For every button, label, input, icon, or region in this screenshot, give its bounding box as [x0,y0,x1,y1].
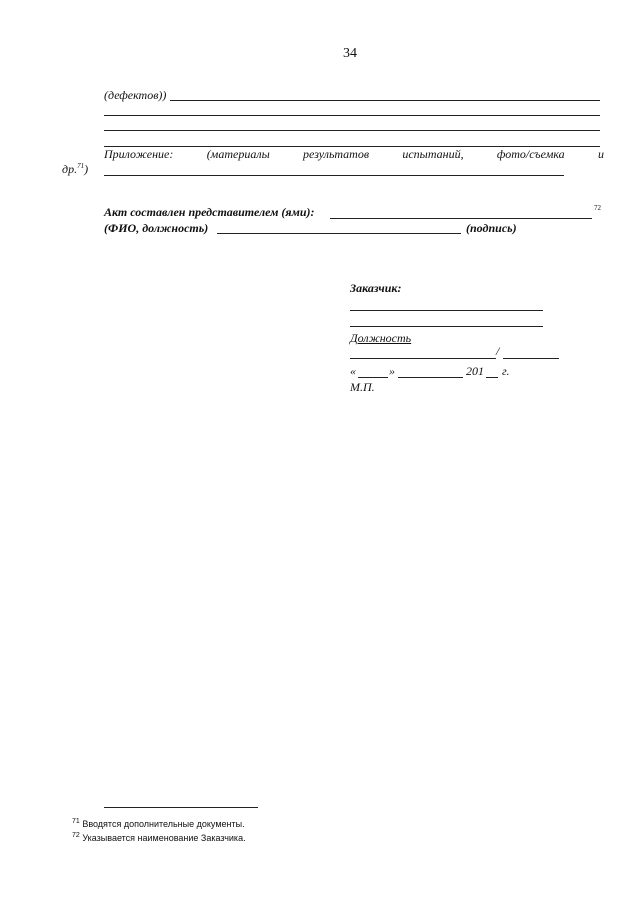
attachment-fill-line [104,175,564,176]
attachment-word: Приложение: [104,147,174,161]
act-name-position-label: (ФИО, должность) [104,221,209,235]
footnote-71 [72,819,245,829]
date-open-quote: « [350,364,356,378]
customer-line-2 [350,326,543,327]
footnote-text: Указывается наименование Заказчика. [82,833,246,843]
footnote-72 [72,833,246,843]
footnote-text: Вводятся дополнительные документы. [82,819,245,829]
customer-line-1 [350,310,543,311]
act-signature-label: (подпись) [466,221,517,235]
stamp-label: М.П. [350,380,375,394]
attachment-line-2: др.$^{71}$) [62,162,89,176]
date-close-quote: » [389,364,395,378]
footnote-ref-72: 72 [594,204,601,212]
footnote-separator [104,807,258,808]
signature-slash: / [496,344,500,358]
page-number: 34 [343,46,357,61]
attachment-word: результатов [303,147,370,161]
attachment-word: испытаний, [402,147,464,161]
defects-fill-line [170,100,600,101]
signature-line [350,358,496,359]
name-line [503,358,559,359]
attachment-word: и [598,147,604,161]
act-representative-label: Акт составлен представителем (ями): [104,205,315,219]
footnote-number: 72 [72,832,80,839]
footnote-number: 71 [72,818,80,825]
defects-label: (дефектов)) [104,88,167,102]
customer-label: Заказчик: [350,281,402,295]
customer-position-label: Должность [350,331,412,345]
attachment-line-1 [104,147,604,162]
act-name-position-line [217,233,461,234]
day-line [358,377,388,378]
month-line [398,377,463,378]
blank-line-1 [104,115,600,116]
footnote-ref-71: 71 [77,162,85,170]
year-prefix: 201 [466,364,484,378]
attachment-word: фото/съемка [496,147,565,161]
year-line [486,377,498,378]
blank-line-2 [104,130,600,131]
year-suffix: г. [502,364,510,378]
attachment-word: (материалы [206,147,270,161]
act-representative-line [330,218,592,219]
